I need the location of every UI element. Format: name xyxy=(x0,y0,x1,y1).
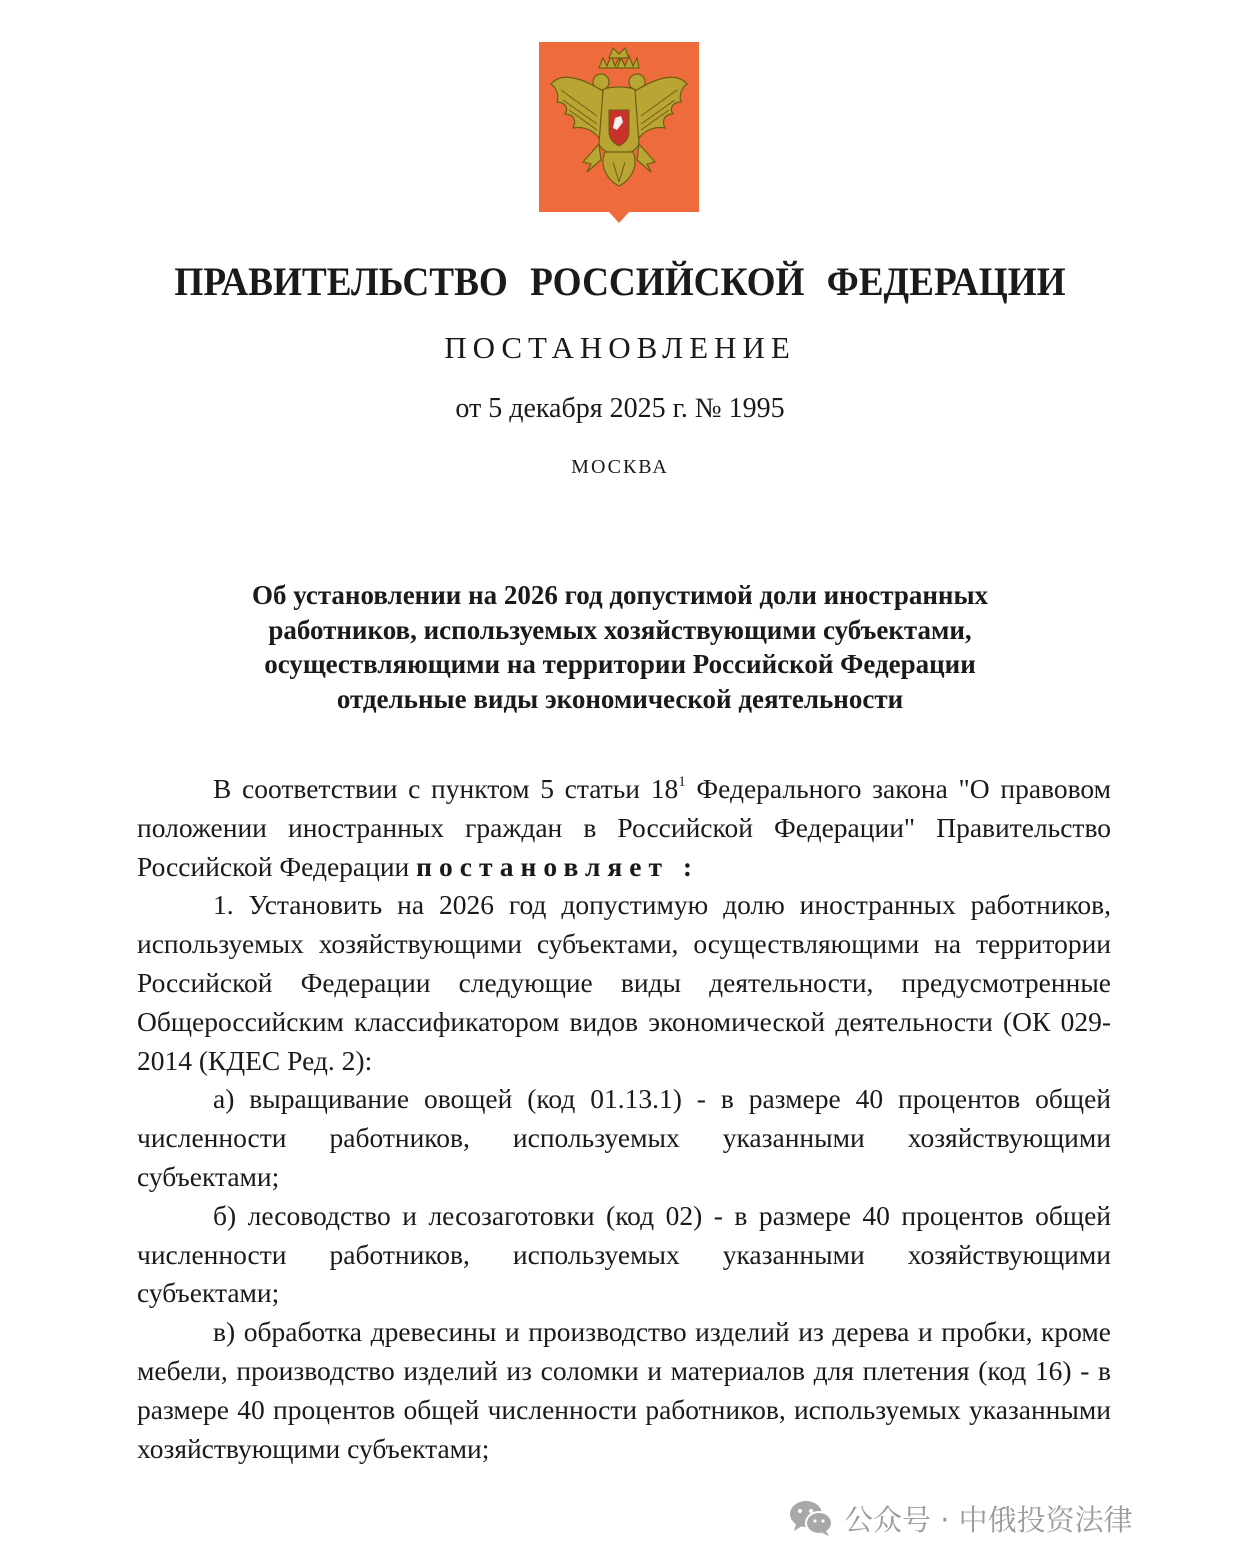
item-a-paragraph: а) выращивание овощей (код 01.13.1) - в размере 40 процентов общей численности работников, используемых указанными хозяйствующими субъектами; xyxy=(137,1083,1111,1192)
item-1-paragraph: 1. Установить на 2026 год допустимую долю иностранных работников, используемых хозяйствующими субъектами, осуществляющими на территории Российской Федерации следующие виды деятельности, предусмотренные Общероссийским классификатором видов экономической деятельности (ОК 029-2014 (КДЕС Ред. 2): xyxy=(137,889,1111,1076)
government-title: ПРАВИТЕЛЬСТВО РОССИЙСКОЙ ФЕДЕРАЦИИ xyxy=(174,259,1066,304)
subject-line: отдельные виды экономической деятельности xyxy=(336,683,904,714)
article-superscript: 1 xyxy=(678,774,686,790)
subject-line: Об установлении на 2026 год допустимой доли иностранных xyxy=(251,580,989,610)
subject-line: работников, используемых хозяйствующими субъектами, xyxy=(268,614,972,645)
document-type: ПОСТАНОВЛЕНИЕ xyxy=(444,330,796,365)
wechat-watermark xyxy=(788,1498,1133,1538)
preamble-text: В соответствии с пунктом 5 статьи 18 xyxy=(213,773,679,804)
preamble-text-continued: Федерального закона "О правовом положении иностранных граждан в Российской Федерации" Правительство Российской Федерации xyxy=(137,773,1111,882)
item-b-paragraph: б) лесоводство и лесозаготовки (код 02) - в размере 40 процентов общей численности работников, используемых указанными хозяйствующими субъектами; xyxy=(137,1199,1111,1309)
document-city: МОСКВА xyxy=(571,456,669,478)
document-body xyxy=(137,770,1111,1468)
item-c-paragraph: в) обработка древесины и производство изделий из дерева и пробки, кроме мебели, производство изделий из соломки и материалов для плетения (код 16) - в размере 40 процентов общей численности работников, используемых указанными хозяйствующими субъектами; xyxy=(137,1316,1111,1464)
wechat-icon xyxy=(788,1498,834,1538)
preamble-paragraph xyxy=(137,770,1111,886)
russian-coat-of-arms-icon xyxy=(537,40,701,225)
document-subject xyxy=(120,578,1120,716)
subject-line: осуществляющими на территории Российской Федерации xyxy=(264,649,976,679)
decree-word: постановляет : xyxy=(416,850,700,882)
watermark-text: 公众号 · 中俄投资法律 xyxy=(844,1502,1133,1537)
document-date-number: от 5 декабря 2025 г. № 1995 xyxy=(455,393,785,424)
